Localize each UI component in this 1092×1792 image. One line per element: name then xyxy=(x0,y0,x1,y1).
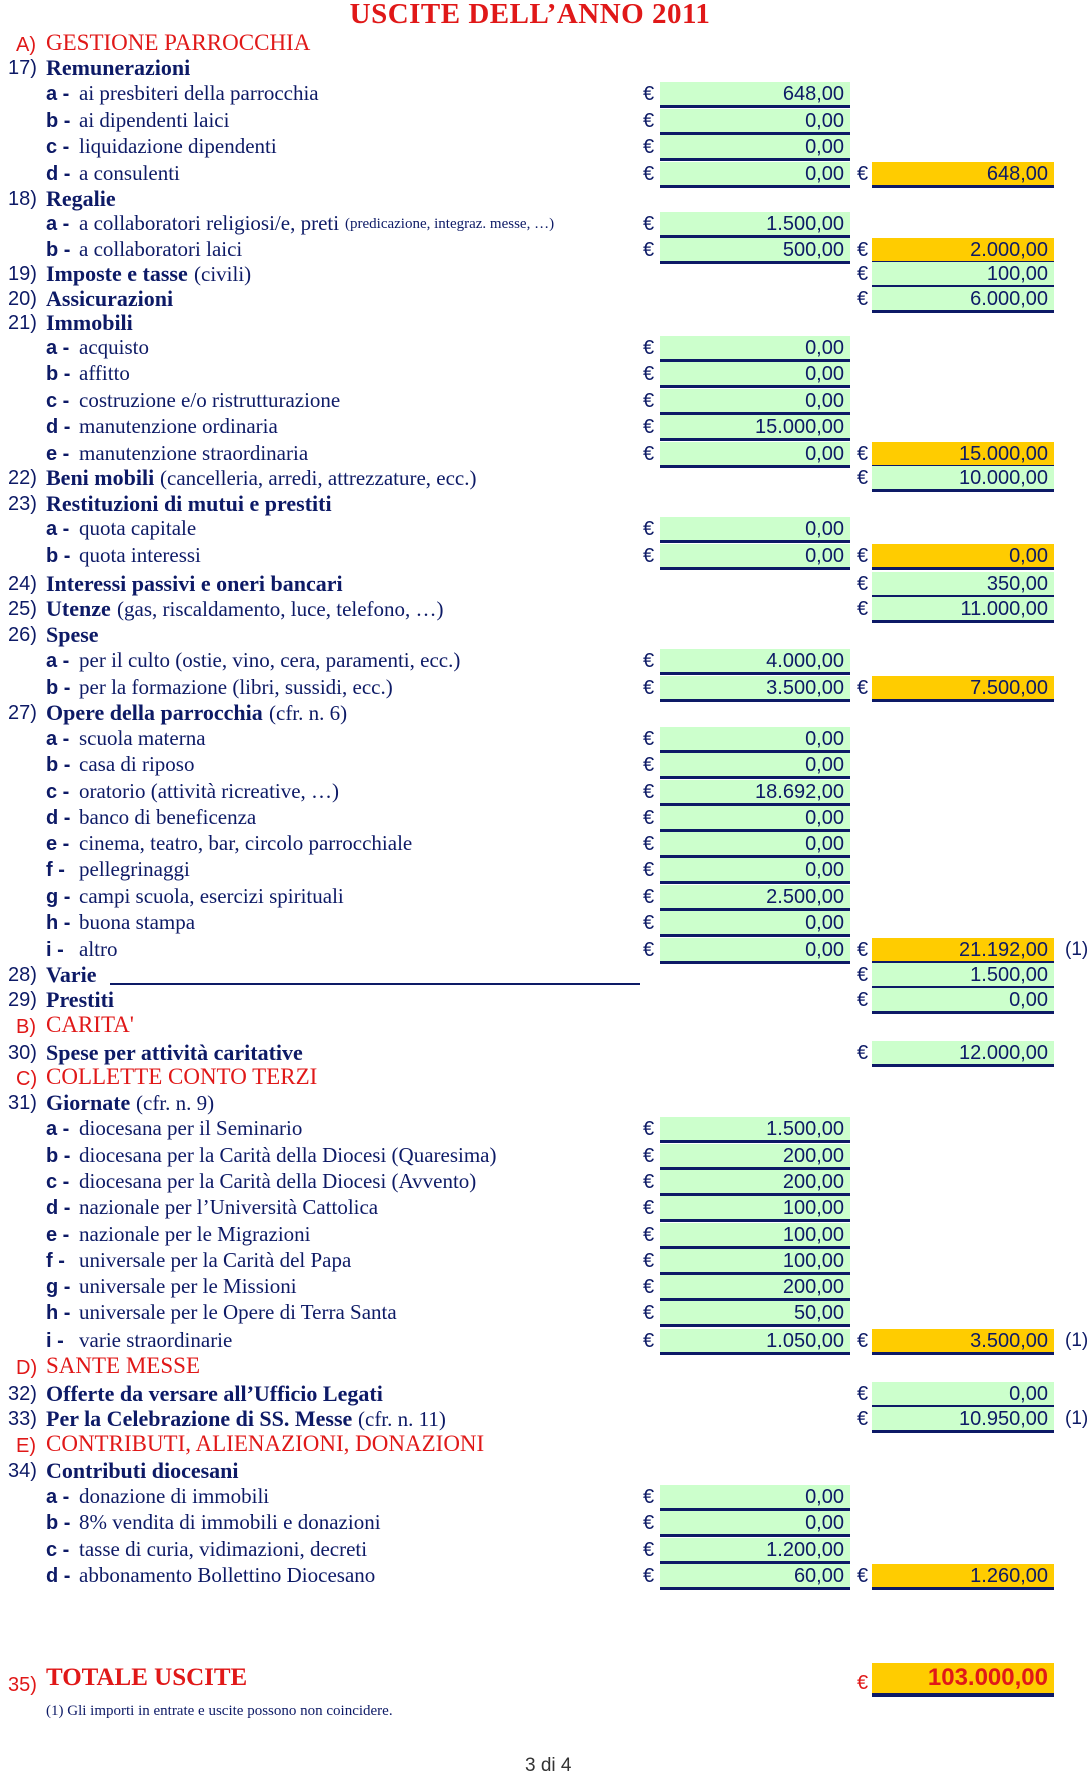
blank-line xyxy=(110,983,640,985)
subtotal-amount: 2.000,00 xyxy=(872,238,1054,262)
item-amount: 0,00 xyxy=(660,109,850,133)
row-number: 30) xyxy=(8,1042,37,1064)
item-description: quota interessi xyxy=(79,543,201,567)
item-description: scuola materna xyxy=(79,726,206,750)
row-heading: Regalie xyxy=(46,186,116,211)
item-letter: a - xyxy=(46,83,70,105)
row-heading: Giornate xyxy=(46,1090,131,1115)
row-heading: Immobili xyxy=(46,310,133,335)
row-heading: Interessi passivi e oneri bancari xyxy=(46,571,343,596)
item-letter: d - xyxy=(46,1197,71,1219)
item-description: diocesana per la Carità della Diocesi (Avvento) xyxy=(79,1169,477,1193)
euro-sign: € xyxy=(643,728,655,750)
item-description: casa di riposo xyxy=(79,752,195,776)
item-description: quota capitale xyxy=(79,516,197,540)
item-description: a collaboratori religiosi/e, preti xyxy=(79,211,340,235)
euro-sign: € xyxy=(857,598,869,620)
item-description: nazionale per l’Università Cattolica xyxy=(79,1195,379,1219)
item-description: universale per la Carità del Papa xyxy=(79,1248,352,1272)
euro-sign: € xyxy=(643,213,655,235)
euro-sign: € xyxy=(643,163,655,185)
item-letter: a - xyxy=(46,728,70,750)
subtotal-amount: 350,00 xyxy=(872,572,1054,596)
item-letter: i - xyxy=(46,1330,64,1352)
item-description: buona stampa xyxy=(79,910,196,934)
amount-underline xyxy=(660,261,850,264)
item-letter: g - xyxy=(46,886,71,908)
item-amount: 15.000,00 xyxy=(660,415,850,439)
item-description: per la formazione (libri, sussidi, ecc.) xyxy=(79,675,393,699)
item-amount: 0,00 xyxy=(660,544,850,568)
euro-sign: € xyxy=(643,363,655,385)
item-description: altro xyxy=(79,937,118,961)
subtotal-underline xyxy=(872,699,1054,702)
row-heading: Imposte e tasse xyxy=(46,261,188,286)
row-number: 33) xyxy=(8,1408,37,1430)
row-number: 17) xyxy=(8,57,37,79)
item-amount: 500,00 xyxy=(660,238,850,262)
euro-sign: € xyxy=(643,781,655,803)
amount-underline xyxy=(660,1140,850,1143)
item-letter: d - xyxy=(46,807,71,829)
item-description: affitto xyxy=(79,361,130,385)
footnote-ref: (1) xyxy=(1065,1330,1089,1351)
item-letter: i - xyxy=(46,939,64,961)
item-letter: c - xyxy=(46,1171,70,1193)
euro-sign: € xyxy=(857,573,869,595)
euro-sign: € xyxy=(643,859,655,881)
item-description: universale per le Missioni xyxy=(79,1274,297,1298)
euro-sign: € xyxy=(643,110,655,132)
total-underline xyxy=(872,1693,1054,1697)
item-letter: c - xyxy=(46,781,70,803)
amount-underline xyxy=(660,881,850,884)
section-letter: D) xyxy=(16,1357,38,1379)
page-number: 3 di 4 xyxy=(525,1755,572,1776)
item-letter: e - xyxy=(46,1224,70,1246)
euro-sign: € xyxy=(643,650,655,672)
amount-underline xyxy=(660,105,850,108)
item-description: nazionale per le Migrazioni xyxy=(79,1222,311,1246)
row-heading: Contributi diocesani xyxy=(46,1458,239,1483)
subtotal-amount: 1.260,00 xyxy=(872,1564,1054,1588)
item-letter: h - xyxy=(46,912,71,934)
euro-sign: € xyxy=(857,677,869,699)
section-title: CONTRIBUTI, ALIENAZIONI, DONAZIONI xyxy=(46,1431,485,1456)
item-description: campi scuola, esercizi spirituali xyxy=(79,884,344,908)
row-heading: Per la Celebrazione di SS. Messe xyxy=(46,1406,353,1431)
euro-sign: € xyxy=(643,677,655,699)
item-letter: b - xyxy=(46,1512,71,1534)
item-amount: 2.500,00 xyxy=(660,885,850,909)
subtotal-amount: 100,00 xyxy=(872,262,1054,286)
euro-sign: € xyxy=(643,443,655,465)
row-heading-detail: (gas, riscaldamento, luce, telefono, …) xyxy=(117,597,444,621)
item-amount: 1.500,00 xyxy=(660,212,850,236)
item-letter: b - xyxy=(46,754,71,776)
item-letter: a - xyxy=(46,518,70,540)
total-euro-sign: € xyxy=(857,1672,869,1694)
item-letter: b - xyxy=(46,545,71,567)
item-description: ai presbiteri della parrocchia xyxy=(79,81,319,105)
item-amount: 4.000,00 xyxy=(660,649,850,673)
item-letter: a - xyxy=(46,1118,70,1140)
item-amount: 100,00 xyxy=(660,1249,850,1273)
item-description: diocesana per la Carità della Diocesi (Quaresima) xyxy=(79,1143,497,1167)
item-description: tasse di curia, vidimazioni, decreti xyxy=(79,1537,368,1561)
subtotal-amount: 1.500,00 xyxy=(872,963,1054,987)
item-amount: 0,00 xyxy=(660,806,850,830)
euro-sign: € xyxy=(643,1512,655,1534)
euro-sign: € xyxy=(857,239,869,261)
row-number: 21) xyxy=(8,312,37,334)
item-amount: 100,00 xyxy=(660,1196,850,1220)
euro-sign: € xyxy=(643,545,655,567)
item-description: a collaboratori laici xyxy=(79,237,243,261)
euro-sign: € xyxy=(857,1383,869,1405)
item-letter: d - xyxy=(46,416,71,438)
footnote: (1) Gli importi in entrate e uscite possono non coincidere. xyxy=(46,1703,393,1719)
item-amount: 100,00 xyxy=(660,1223,850,1247)
amount-underline xyxy=(660,1352,850,1355)
euro-sign: € xyxy=(857,163,869,185)
item-amount: 0,00 xyxy=(660,832,850,856)
item-description: banco di beneficenza xyxy=(79,805,257,829)
row-heading: Restituzioni di mutui e prestiti xyxy=(46,491,332,516)
section-title: SANTE MESSE xyxy=(46,1353,200,1378)
item-amount: 0,00 xyxy=(660,336,850,360)
subtotal-amount: 11.000,00 xyxy=(872,597,1054,621)
euro-sign: € xyxy=(857,964,869,986)
section-title: COLLETTE CONTO TERZI xyxy=(46,1064,318,1089)
item-amount: 18.692,00 xyxy=(660,780,850,804)
item-amount: 0,00 xyxy=(660,1485,850,1509)
amount-underline xyxy=(660,540,850,543)
row-number: 24) xyxy=(8,573,37,595)
item-letter: b - xyxy=(46,110,71,132)
euro-sign: € xyxy=(643,1486,655,1508)
euro-sign: € xyxy=(857,1330,869,1352)
euro-sign: € xyxy=(643,807,655,829)
item-amount: 60,00 xyxy=(660,1564,850,1588)
item-letter: g - xyxy=(46,1276,71,1298)
item-letter: b - xyxy=(46,1145,71,1167)
row-number: 27) xyxy=(8,702,37,724)
row-number: 20) xyxy=(8,288,37,310)
euro-sign: € xyxy=(643,1565,655,1587)
subtotal-amount: 0,00 xyxy=(872,1382,1054,1406)
row-number: 34) xyxy=(8,1460,37,1482)
euro-sign: € xyxy=(857,545,869,567)
euro-sign: € xyxy=(643,1330,655,1352)
row-heading: Assicurazioni xyxy=(46,286,174,311)
subtotal-underline xyxy=(872,489,1054,492)
euro-sign: € xyxy=(857,1408,869,1430)
item-description-detail: (predicazione, integraz. messe, …) xyxy=(345,216,555,232)
subtotal-underline xyxy=(872,1352,1054,1355)
item-description: costruzione e/o ristrutturazione xyxy=(79,388,341,412)
row-number: 29) xyxy=(8,989,37,1011)
row-heading: Remunerazioni xyxy=(46,55,191,80)
row-heading: Utenze xyxy=(46,596,111,621)
row-heading: Opere della parrocchia xyxy=(46,700,263,725)
subtotal-underline xyxy=(872,1587,1054,1590)
item-amount: 1.500,00 xyxy=(660,1117,850,1141)
amount-underline xyxy=(660,185,850,188)
amount-underline xyxy=(660,385,850,388)
item-amount: 200,00 xyxy=(660,1275,850,1299)
item-amount: 0,00 xyxy=(660,753,850,777)
row-heading-detail: (cfr. n. 6) xyxy=(269,701,348,725)
item-description: a consulenti xyxy=(79,161,180,185)
row-number: 31) xyxy=(8,1092,37,1114)
row-heading: Prestiti xyxy=(46,987,115,1012)
section-title: GESTIONE PARROCCHIA xyxy=(46,30,311,55)
amount-underline xyxy=(660,1324,850,1327)
euro-sign: € xyxy=(643,754,655,776)
subtotal-underline xyxy=(872,1011,1054,1014)
euro-sign: € xyxy=(643,136,655,158)
item-description: manutenzione ordinaria xyxy=(79,414,278,438)
item-description: donazione di immobili xyxy=(79,1484,270,1508)
item-letter: f - xyxy=(46,859,65,881)
footnote-ref: (1) xyxy=(1065,939,1089,960)
euro-sign: € xyxy=(643,1302,655,1324)
amount-underline xyxy=(660,465,850,468)
row-heading-detail: (cancelleria, arredi, attrezzature, ecc.) xyxy=(160,466,477,490)
item-amount: 3.500,00 xyxy=(660,676,850,700)
euro-sign: € xyxy=(857,467,869,489)
item-amount: 1.200,00 xyxy=(660,1538,850,1562)
footnote-ref: (1) xyxy=(1065,1408,1089,1429)
amount-underline xyxy=(660,438,850,441)
item-description: acquisto xyxy=(79,335,149,359)
total-label: TOTALE USCITE xyxy=(46,1664,248,1691)
row-heading: Beni mobili xyxy=(46,465,155,490)
item-amount: 0,00 xyxy=(660,362,850,386)
item-description: 8% vendita di immobili e donazioni xyxy=(79,1510,381,1534)
item-amount: 0,00 xyxy=(660,911,850,935)
euro-sign: € xyxy=(643,1197,655,1219)
row-number: 28) xyxy=(8,964,37,986)
subtotal-amount: 7.500,00 xyxy=(872,676,1054,700)
item-letter: d - xyxy=(46,163,71,185)
item-letter: h - xyxy=(46,1302,71,1324)
item-letter: b - xyxy=(46,363,71,385)
subtotal-amount: 0,00 xyxy=(872,988,1054,1012)
item-description: manutenzione straordinaria xyxy=(79,441,309,465)
euro-sign: € xyxy=(643,1276,655,1298)
euro-sign: € xyxy=(643,1171,655,1193)
item-amount: 200,00 xyxy=(660,1170,850,1194)
euro-sign: € xyxy=(857,939,869,961)
section-letter: B) xyxy=(16,1016,36,1038)
item-amount: 0,00 xyxy=(660,389,850,413)
euro-sign: € xyxy=(857,1565,869,1587)
euro-sign: € xyxy=(643,518,655,540)
item-amount: 0,00 xyxy=(660,727,850,751)
item-letter: c - xyxy=(46,136,70,158)
item-amount: 0,00 xyxy=(660,162,850,186)
item-description: oratorio (attività ricreative, …) xyxy=(79,779,340,803)
item-letter: a - xyxy=(46,213,70,235)
item-amount: 0,00 xyxy=(660,442,850,466)
item-amount: 0,00 xyxy=(660,938,850,962)
item-letter: a - xyxy=(46,650,70,672)
item-amount: 0,00 xyxy=(660,858,850,882)
item-description: liquidazione dipendenti xyxy=(79,134,277,158)
item-letter: c - xyxy=(46,390,70,412)
total-value: 103.000,00 xyxy=(872,1663,1054,1693)
row-heading: Varie xyxy=(46,962,97,987)
section-letter: C) xyxy=(16,1068,38,1090)
item-amount: 648,00 xyxy=(660,82,850,106)
section-title: CARITA' xyxy=(46,1012,134,1037)
row-heading-detail: (cfr. n. 11) xyxy=(358,1407,446,1431)
row-number: 22) xyxy=(8,467,37,489)
item-amount: 0,00 xyxy=(660,517,850,541)
row-number: 26) xyxy=(8,624,37,646)
subtotal-amount: 648,00 xyxy=(872,162,1054,186)
item-letter: b - xyxy=(46,239,71,261)
row-number: 18) xyxy=(8,188,37,210)
euro-sign: € xyxy=(643,912,655,934)
euro-sign: € xyxy=(857,1042,869,1064)
item-letter: e - xyxy=(46,443,70,465)
euro-sign: € xyxy=(857,443,869,465)
row-heading: Spese per attività caritative xyxy=(46,1040,303,1065)
euro-sign: € xyxy=(643,1250,655,1272)
amount-underline xyxy=(660,961,850,964)
subtotal-underline xyxy=(872,620,1054,623)
subtotal-amount: 21.192,00 xyxy=(872,938,1054,962)
subtotal-amount: 10.950,00 xyxy=(872,1407,1054,1431)
item-letter: f - xyxy=(46,1250,65,1272)
row-number: 23) xyxy=(8,493,37,515)
item-amount: 0,00 xyxy=(660,135,850,159)
row-number: 19) xyxy=(8,263,37,285)
euro-sign: € xyxy=(857,263,869,285)
item-amount: 200,00 xyxy=(660,1144,850,1168)
amount-underline xyxy=(660,699,850,702)
item-amount: 1.050,00 xyxy=(660,1329,850,1353)
amount-underline xyxy=(660,158,850,161)
item-description: universale per le Opere di Terra Santa xyxy=(79,1300,397,1324)
subtotal-underline xyxy=(872,185,1054,188)
euro-sign: € xyxy=(857,288,869,310)
amount-underline xyxy=(660,567,850,570)
item-description: pellegrinaggi xyxy=(79,857,190,881)
section-letter: E) xyxy=(16,1435,36,1457)
item-description: cinema, teatro, bar, circolo parrocchiale xyxy=(79,831,413,855)
section-letter: A) xyxy=(16,34,36,56)
page-title: USCITE DELL’ANNO 2011 xyxy=(349,0,711,30)
subtotal-underline xyxy=(872,310,1054,313)
euro-sign: € xyxy=(643,416,655,438)
euro-sign: € xyxy=(643,833,655,855)
item-description: per il culto (ostie, vino, cera, paramenti, ecc.) xyxy=(79,648,461,672)
euro-sign: € xyxy=(643,1145,655,1167)
subtotal-underline xyxy=(872,567,1054,570)
amount-underline xyxy=(660,1219,850,1222)
row-number: 32) xyxy=(8,1383,37,1405)
euro-sign: € xyxy=(643,390,655,412)
item-amount: 0,00 xyxy=(660,1511,850,1535)
item-letter: e - xyxy=(46,833,70,855)
subtotal-amount: 12.000,00 xyxy=(872,1041,1054,1065)
amount-underline xyxy=(660,672,850,675)
amount-underline xyxy=(660,1534,850,1537)
amount-underline xyxy=(660,1587,850,1590)
item-description: diocesana per il Seminario xyxy=(79,1116,303,1140)
euro-sign: € xyxy=(643,939,655,961)
subtotal-amount: 10.000,00 xyxy=(872,466,1054,490)
euro-sign: € xyxy=(643,239,655,261)
subtotal-amount: 15.000,00 xyxy=(872,442,1054,466)
row-heading-detail: (cfr. n. 9) xyxy=(136,1091,215,1115)
subtotal-amount: 3.500,00 xyxy=(872,1329,1054,1353)
total-number: 35) xyxy=(8,1674,37,1696)
item-description: ai dipendenti laici xyxy=(79,108,230,132)
euro-sign: € xyxy=(643,337,655,359)
euro-sign: € xyxy=(643,83,655,105)
euro-sign: € xyxy=(643,1118,655,1140)
item-description: varie straordinarie xyxy=(79,1328,233,1352)
item-letter: a - xyxy=(46,1486,70,1508)
row-heading-detail: (civili) xyxy=(194,262,252,286)
item-description: abbonamento Bollettino Diocesano xyxy=(79,1563,376,1587)
item-letter: a - xyxy=(46,337,70,359)
row-heading: Spese xyxy=(46,622,99,647)
amount-underline xyxy=(660,776,850,779)
subtotal-amount: 0,00 xyxy=(872,544,1054,568)
euro-sign: € xyxy=(643,886,655,908)
euro-sign: € xyxy=(643,1224,655,1246)
subtotal-underline xyxy=(872,1064,1054,1067)
subtotal-underline xyxy=(872,1430,1054,1433)
item-letter: b - xyxy=(46,677,71,699)
subtotal-amount: 6.000,00 xyxy=(872,287,1054,311)
item-amount: 50,00 xyxy=(660,1301,850,1325)
item-letter: d - xyxy=(46,1565,71,1587)
euro-sign: € xyxy=(643,1539,655,1561)
row-number: 25) xyxy=(8,598,37,620)
row-heading: Offerte da versare all’Ufficio Legati xyxy=(46,1381,383,1406)
amount-underline xyxy=(660,934,850,937)
euro-sign: € xyxy=(857,989,869,1011)
item-letter: c - xyxy=(46,1539,70,1561)
